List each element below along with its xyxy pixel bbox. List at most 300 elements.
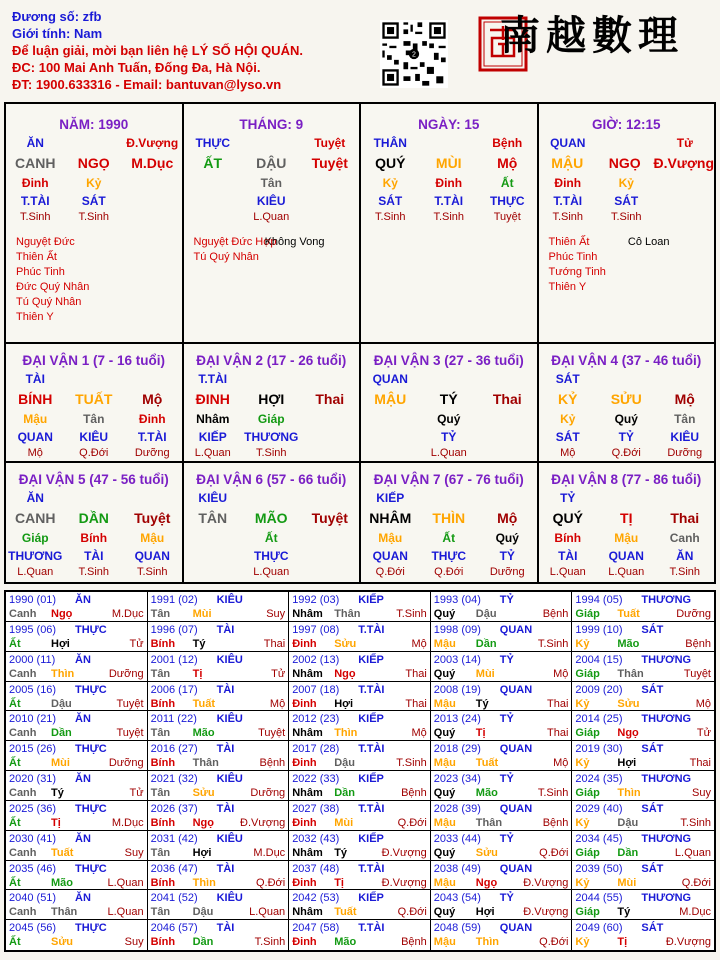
chart-label: ĂN <box>26 136 44 150</box>
year-cell <box>289 801 431 831</box>
chart-label <box>184 174 243 192</box>
chart-label <box>656 210 715 225</box>
pillar-stars <box>16 235 182 325</box>
year-stage: Thai <box>546 727 569 740</box>
year-line <box>292 786 427 800</box>
year-line <box>575 653 711 667</box>
luck-stem-branch <box>184 388 360 410</box>
year-cell <box>289 592 431 622</box>
year-line <box>9 802 144 816</box>
year-stage: M.Dục <box>111 816 144 829</box>
chart-label: THỰC <box>253 549 289 563</box>
chart-label <box>301 370 360 388</box>
luck-hidden-gods <box>361 547 537 565</box>
year-line <box>434 846 569 860</box>
year-line <box>9 905 144 919</box>
year-stem: Kỷ <box>575 876 590 889</box>
year-label: 2000 (11) <box>9 653 56 666</box>
year-branch: Tị <box>192 667 203 680</box>
chart-label <box>656 370 715 388</box>
pillar-ten-god <box>361 134 537 152</box>
year-line <box>9 653 144 667</box>
year-stem: Canh <box>9 667 37 680</box>
luck-stem-branch <box>539 388 715 410</box>
year-stage: Đ.Vượng <box>523 906 569 919</box>
year-line <box>575 683 711 697</box>
chart-label: QUAN <box>372 372 408 386</box>
year-ten-god: QUAN <box>499 802 533 815</box>
chart-label: QUAN <box>550 136 586 150</box>
chart-label: ĂN <box>26 491 44 505</box>
year-label: 1992 (03) <box>292 594 340 606</box>
year-stem: Bính <box>150 816 176 829</box>
year-branch: Mão <box>192 727 215 740</box>
chart-label: Thai <box>492 391 522 407</box>
star-name: Nguyệt Đức <box>16 236 75 248</box>
year-line <box>434 697 569 711</box>
year-ten-god: THỰC <box>75 683 107 696</box>
gender-value: Nam <box>73 26 103 41</box>
chart-label: QUAN <box>372 549 408 563</box>
star-name: Cô Loan <box>627 236 670 248</box>
year-label: 2020 (31) <box>9 773 57 785</box>
year-stem: Giáp <box>575 906 600 919</box>
year-branch: Dần <box>334 787 355 799</box>
chart-label: DẦN <box>78 510 109 526</box>
pillar-title: GIỜ: 12:15 <box>591 117 661 132</box>
chart-label: KIẾP <box>376 491 405 505</box>
year-label: 2009 (20) <box>575 683 623 696</box>
year-line <box>434 623 569 637</box>
chart-label: Quý <box>495 531 519 545</box>
year-stage: Suy <box>692 787 711 799</box>
luck-pillar-cell <box>361 463 539 582</box>
year-stem: Tân <box>150 667 171 680</box>
year-stage: Bệnh <box>542 816 569 829</box>
year-label: 1998 (09) <box>433 623 481 636</box>
year-branch: Sửu <box>51 936 74 949</box>
chart-label <box>597 489 656 507</box>
star-name: Không Vong <box>264 236 325 248</box>
year-label: 2028 (39) <box>433 802 481 815</box>
pillar-ten-god <box>539 134 715 152</box>
year-branch: Dần <box>617 846 639 859</box>
year-line <box>292 653 427 667</box>
chart-label: T.Sinh <box>78 211 110 223</box>
stars-col <box>16 235 89 325</box>
year-branch: Mùi <box>334 816 354 829</box>
year-ten-god: ĂN <box>75 773 91 785</box>
luck-title: ĐẠI VẬN 6 (57 - 66 tuổi) <box>196 472 347 487</box>
year-stage: Tử <box>129 787 144 799</box>
chart-label: MẬU <box>374 391 407 407</box>
year-stage: T.Sinh <box>537 637 569 650</box>
chart-label: Bệnh <box>492 136 523 150</box>
year-line <box>434 935 569 949</box>
chart-label: TÀI <box>25 372 45 386</box>
chart-label: THỰC <box>489 194 525 208</box>
year-ten-god: KIẾP <box>358 713 384 726</box>
year-ten-god: SÁT <box>641 743 664 756</box>
year-label: 2023 (34) <box>433 773 481 785</box>
luck-ten-god <box>539 370 715 388</box>
year-label: 2007 (18) <box>292 683 340 696</box>
chart-label: Mộ <box>27 447 43 459</box>
year-label: 2016 (27) <box>150 743 198 756</box>
chart-label: Kỷ <box>560 412 576 426</box>
pillar-hidden-stems <box>539 174 715 192</box>
year-branch: Dậu <box>334 757 355 770</box>
year-stem: Tân <box>150 727 171 740</box>
year-ten-god: T.TÀI <box>358 623 385 636</box>
year-line <box>151 921 286 935</box>
chart-label: Đinh <box>435 176 463 190</box>
pillar-title: NGÀY: 15 <box>418 117 480 132</box>
chart-label: ĐINH <box>195 391 230 407</box>
year-ten-god: KIẾP <box>358 892 384 905</box>
pillar-hidden-gods <box>539 192 715 210</box>
year-line <box>434 667 569 681</box>
chart-label <box>597 134 656 152</box>
year-label: 2025 (36) <box>9 802 57 815</box>
year-stem: Kỷ <box>575 936 590 949</box>
year-cell <box>289 741 431 771</box>
chart-label: Kỷ <box>618 176 634 190</box>
year-stem: Kỷ <box>575 757 590 770</box>
year-stage: Tuyệt <box>116 697 144 710</box>
luck-pillar-cell <box>539 463 715 582</box>
year-branch: Tý <box>617 906 631 919</box>
chart-label: TÝ <box>439 391 458 407</box>
year-label: 2041 (52) <box>150 892 198 905</box>
year-stem: Đinh <box>292 816 317 829</box>
year-stage: Tử <box>696 727 711 740</box>
year-ten-god: QUAN <box>499 862 533 875</box>
year-stem: Nhâm <box>292 906 323 919</box>
year-line <box>9 921 144 935</box>
year-ten-god: T.TÀI <box>358 862 385 875</box>
luck-stem-branch <box>361 507 537 529</box>
chart-label: MÃO <box>254 510 288 526</box>
year-cell <box>6 771 148 801</box>
year-ten-god: QUAN <box>499 623 533 636</box>
year-cell <box>148 682 290 712</box>
year-branch: Sửu <box>475 846 498 859</box>
year-branch: Hợi <box>51 637 70 650</box>
year-cell <box>431 741 573 771</box>
star-name: Phúc Tinh <box>16 266 65 278</box>
year-label: 2036 (47) <box>150 862 198 875</box>
chart-label <box>123 174 182 192</box>
year-line <box>575 862 711 876</box>
year-stem: Tân <box>150 906 171 919</box>
year-cell <box>572 622 714 652</box>
chart-label <box>301 174 360 192</box>
year-ten-god: TÀI <box>216 802 235 815</box>
year-ten-god: T.TÀI <box>358 922 385 935</box>
year-line <box>151 891 286 905</box>
pillar-stages <box>184 210 360 225</box>
year-line <box>151 832 286 846</box>
chart-label <box>478 489 537 507</box>
year-branch: Tý <box>334 846 348 859</box>
year-line <box>575 802 711 816</box>
year-stem: Mậu <box>433 637 456 650</box>
chart-label: KIÊU <box>79 430 109 444</box>
chart-label <box>242 489 301 507</box>
year-label: 2018 (29) <box>433 743 481 756</box>
year-stem: Canh <box>9 846 37 859</box>
chart-label <box>361 428 420 446</box>
year-stem: Quý <box>433 667 456 680</box>
year-label: 2006 (17) <box>150 683 198 696</box>
chart-label: T.TÀI <box>198 372 228 386</box>
year-ten-god: TÀI <box>216 922 235 935</box>
year-line <box>292 876 427 890</box>
year-stem: Ất <box>9 637 21 650</box>
year-line <box>9 756 144 770</box>
luck-hidden-gods <box>361 428 537 446</box>
luck-hidden-stems <box>184 529 360 547</box>
qr-code-icon[interactable] <box>380 20 448 88</box>
year-ten-god: KIẾP <box>358 594 384 606</box>
year-ten-god: KIÊU <box>216 892 243 905</box>
year-line <box>575 816 711 830</box>
year-cell <box>148 771 290 801</box>
year-stage: Thai <box>405 667 427 680</box>
year-line <box>292 802 427 816</box>
chart-label: TỶ <box>560 491 576 505</box>
luck-stem-branch <box>361 388 537 410</box>
year-ten-god: TÀI <box>216 743 235 756</box>
year-ten-god: T.TÀI <box>358 683 385 696</box>
chart-label <box>184 210 243 225</box>
luck-hidden-stems <box>361 410 537 428</box>
year-label: 2040 (51) <box>9 892 57 905</box>
chart-label: Mậu <box>378 531 403 545</box>
year-stage: Q.Đới <box>539 846 569 859</box>
year-label: 2049 (60) <box>575 922 623 935</box>
year-line <box>9 712 144 726</box>
chart-label: NHÂM <box>369 510 412 526</box>
year-line <box>575 637 711 651</box>
year-branch: Mùi <box>475 667 495 680</box>
chart-label <box>184 547 243 565</box>
year-stem: Quý <box>433 727 456 740</box>
year-stage: Đ.Vượng <box>523 876 569 889</box>
year-stage: Mộ <box>269 697 286 710</box>
chart-label <box>65 489 124 507</box>
luck-title: ĐẠI VẬN 3 (27 - 36 tuổi) <box>373 353 524 368</box>
year-stem: Tân <box>150 846 171 859</box>
year-branch: Ngọ <box>192 816 214 829</box>
luck-stages <box>6 446 182 461</box>
year-line <box>151 846 286 860</box>
chart-label <box>65 370 124 388</box>
year-branch: Tị <box>334 876 344 889</box>
luck-stem-branch <box>184 507 360 529</box>
pillar-stages <box>539 210 715 225</box>
year-cell <box>289 861 431 891</box>
year-stem: Nhâm <box>292 608 323 620</box>
luck-ten-god <box>184 489 360 507</box>
star-name: Tú Quý Nhân <box>16 296 82 308</box>
year-line <box>434 683 569 697</box>
year-cell <box>431 592 573 622</box>
year-branch: Mùi <box>192 608 212 620</box>
year-line <box>151 802 286 816</box>
year-line <box>151 653 286 667</box>
year-line <box>9 772 144 786</box>
year-stem: Canh <box>9 608 37 620</box>
pillar-stages <box>361 210 537 225</box>
chart-label: Mộ <box>142 391 163 407</box>
year-stem: Mậu <box>433 757 456 770</box>
year-ten-god: QUAN <box>499 683 533 696</box>
pillar-title: THÁNG: 9 <box>239 117 304 132</box>
year-stem: Canh <box>9 787 37 799</box>
chart-label: TUẤT <box>75 391 113 407</box>
year-stage: L.Quan <box>107 906 144 919</box>
chart-label: T.TÀI <box>20 194 50 208</box>
year-ten-god: KIÊU <box>216 773 243 785</box>
year-line <box>575 756 711 770</box>
chart-label: QUÝ <box>552 510 583 526</box>
year-line <box>575 726 711 740</box>
chart-label: QUAN <box>17 430 53 444</box>
year-branch: Thìn <box>334 727 358 740</box>
year-label: 2047 (58) <box>292 922 340 935</box>
chart-label: Quý <box>614 412 638 426</box>
year-cell <box>148 592 290 622</box>
chart-label: Dưỡng <box>667 447 703 459</box>
chart-label <box>597 370 656 388</box>
year-cell <box>572 801 714 831</box>
pillar-hidden-stems <box>6 174 182 192</box>
year-line <box>9 876 144 890</box>
year-line <box>151 862 286 876</box>
chart-label: Mộ <box>674 391 695 407</box>
year-stage: Bệnh <box>401 936 427 949</box>
chart-label: SÁT <box>614 194 639 208</box>
year-branch: Dần <box>51 727 72 740</box>
star-name: Thiên Y <box>548 281 587 293</box>
year-branch: Tuất <box>51 846 74 859</box>
star-name: Nguyệt Đức Hợp <box>193 236 277 248</box>
year-stem: Ất <box>9 757 21 770</box>
pillar-hidden-gods <box>184 192 360 210</box>
luck-ten-god <box>6 370 182 388</box>
year-branch: Tuất <box>617 608 640 620</box>
year-cell <box>289 652 431 682</box>
year-branch: Tị <box>51 816 61 829</box>
year-stem: Tân <box>150 787 171 799</box>
luck-stem-branch <box>6 388 182 410</box>
year-line <box>575 905 711 919</box>
chart-label: KIẾP <box>198 430 227 444</box>
year-stem: Mậu <box>433 697 456 710</box>
year-stem: Giáp <box>575 667 600 680</box>
chart-label <box>184 192 243 210</box>
chart-label: T.Sinh <box>610 211 642 223</box>
year-branch: Dần <box>475 637 497 650</box>
year-label: 2030 (41) <box>9 832 57 845</box>
luck-stages <box>539 446 715 461</box>
chart-label: Mậu <box>140 531 165 545</box>
year-line <box>575 876 711 890</box>
luck-stages <box>184 565 360 580</box>
luck-hidden-gods <box>184 547 360 565</box>
chart-label: Đ.Vượng <box>653 155 714 171</box>
year-stage: Mộ <box>411 637 427 650</box>
luck-ten-god <box>361 489 537 507</box>
year-stage: L.Quan <box>674 846 711 859</box>
chart-label: Đinh <box>554 176 582 190</box>
year-cell <box>572 771 714 801</box>
year-line <box>9 935 144 949</box>
year-stage: Bệnh <box>259 757 286 770</box>
year-line <box>434 832 569 846</box>
year-stem: Bính <box>150 637 176 650</box>
year-branch: Thân <box>51 906 78 919</box>
luck-hidden-stems <box>184 410 360 428</box>
year-stem: Ất <box>9 936 21 949</box>
year-line <box>434 921 569 935</box>
year-line <box>292 607 427 621</box>
chart-label <box>242 134 301 152</box>
year-cell <box>431 652 573 682</box>
luck-pillar-cell <box>539 344 715 463</box>
year-cell <box>148 711 290 741</box>
year-branch: Hợi <box>334 697 354 710</box>
year-cell <box>6 920 148 950</box>
year-branch: Tuất <box>192 697 215 710</box>
year-line <box>292 637 427 651</box>
year-line <box>292 816 427 830</box>
year-cell <box>431 711 573 741</box>
pillar-hidden-gods <box>6 192 182 210</box>
year-cell <box>6 741 148 771</box>
chart-label: T.Sinh <box>19 211 51 223</box>
year-label: 2004 (15) <box>575 653 623 666</box>
chart-label <box>123 192 182 210</box>
year-cell <box>148 801 290 831</box>
year-ten-god: KIÊU <box>216 832 243 845</box>
luck-title: ĐẠI VẬN 1 (7 - 16 tuổi) <box>22 353 165 368</box>
year-line <box>9 683 144 697</box>
year-branch: Dậu <box>475 608 497 620</box>
year-cell <box>572 682 714 712</box>
chart-label <box>123 370 182 388</box>
year-branch: Tuất <box>475 757 499 770</box>
chart-label: Tuyệt <box>311 510 348 526</box>
year-cell <box>572 920 714 950</box>
chart-label: Tuyệt <box>493 211 521 223</box>
year-cell <box>289 890 431 920</box>
star-name: Thiên Ất <box>16 251 57 263</box>
year-line <box>434 607 569 621</box>
chart-label: L.Quan <box>430 447 467 459</box>
chart-label: Tuyệt <box>314 136 346 150</box>
year-line <box>434 816 569 830</box>
year-line <box>292 697 427 711</box>
year-line <box>9 832 144 846</box>
chart-label: Tân <box>83 412 105 426</box>
chart-label: THỰC <box>195 136 231 150</box>
chart-label <box>301 529 360 547</box>
year-line <box>575 593 711 607</box>
star-name: Tú Quý Nhân <box>193 251 259 263</box>
